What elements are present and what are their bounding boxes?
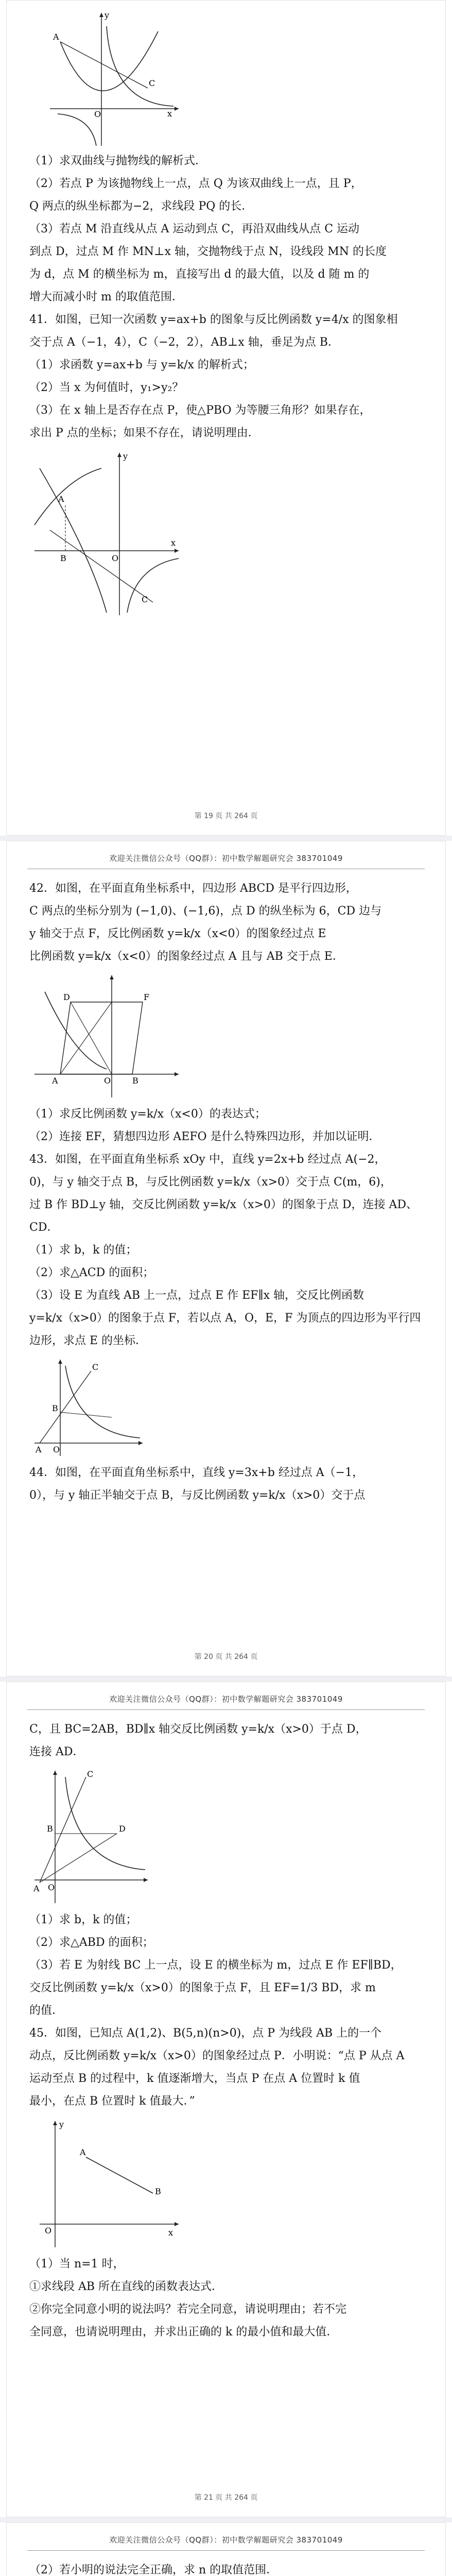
text-line: 的值． bbox=[29, 2004, 64, 2017]
page-header: 欢迎关注微信公众号（QQ群）：初中数学解题研究会 383701049 bbox=[109, 854, 343, 863]
origin-label: O bbox=[53, 1445, 60, 1454]
text-line: 44．如图，在平面直角坐标系中，直线 y=3x+b 经过点 A（−1， bbox=[29, 1466, 364, 1479]
text-line: （3）在 x 轴上是否存在点 P，使△PBO 为等腰三角形？如果存在， bbox=[29, 404, 371, 417]
point-d-label: D bbox=[63, 992, 70, 1002]
doc-page-4 bbox=[6, 2522, 446, 2576]
text-line: Q 两点的纵坐标都为−2，求线段 PQ 的长． bbox=[29, 200, 253, 213]
text-line: （1）求 b，k 的值； bbox=[29, 1244, 137, 1257]
header-divider bbox=[27, 2550, 425, 2551]
parallelogram-figure bbox=[29, 971, 423, 1100]
point-a-label: A bbox=[58, 494, 64, 504]
page-footer: 第 20 页 共 264 页 bbox=[194, 1653, 258, 1661]
segment-ab-figure bbox=[29, 2116, 423, 2250]
text-line: （2）若小明的说法完全正确，求 n 的取值范围． bbox=[29, 2564, 278, 2576]
text-line: （2）当 x 为何值时，y₁>y₂？ bbox=[29, 381, 184, 394]
doc-page-1 bbox=[6, 0, 446, 836]
text-line: y=k/x（x>0）的图象于点 F，若以点 A，O，E，F 为顶点的四边形为平行四 bbox=[29, 1312, 421, 1325]
x-axis-label: x bbox=[171, 538, 176, 548]
triangle-hyperbola-figure bbox=[29, 1355, 423, 1459]
text-line: 运动至点 B 的过程中，k 值逐渐增大，当点 P 在点 A 位置时 k 值 bbox=[29, 2072, 360, 2085]
text-line: C 两点的坐标分别为 (−1,0)、(−1,6)，点 D 的纵坐标为 6，CD 边与 bbox=[29, 905, 382, 918]
line-hyperbola-figure bbox=[29, 1767, 423, 1906]
text-line: （3）若 E 为射线 BC 上一点，设 E 的横坐标为 m，过点 E 作 EF∥BD， bbox=[29, 1959, 402, 1972]
text-line: （1）求反比例函数 y=k/x（x<0）的表达式； bbox=[29, 1108, 266, 1121]
header-divider bbox=[27, 1709, 425, 1710]
text-line: 为 d，点 M 的横坐标为 m，直接写出 d 的最大值，以及 d 随 m 的 bbox=[29, 268, 370, 281]
point-c-label: C bbox=[142, 595, 148, 604]
text-line: 连接 AD． bbox=[29, 1745, 84, 1758]
point-b-label: B bbox=[47, 1824, 53, 1834]
text-line: ②你完全同意小明的说法吗？若完全同意，请说明理由；若不完 bbox=[29, 2303, 347, 2316]
parabola-hyperbola-figure bbox=[29, 11, 184, 150]
point-d-label: D bbox=[119, 1824, 126, 1834]
text-line: （1）求 b，k 的值； bbox=[29, 1913, 137, 1926]
point-b-label: B bbox=[132, 1076, 138, 1086]
text-line: （3）设 E 为直线 AB 上一点，过点 E 作 EF∥x 轴，交反比例函数 bbox=[29, 1289, 364, 1302]
point-c-label: C bbox=[92, 1362, 99, 1372]
text-line: 比例函数 y=k/x（x<0）的图象经过点 A 且与 AB 交于点 E． bbox=[29, 950, 344, 963]
page-header: 欢迎关注微信公众号（QQ群）：初中数学解题研究会 383701049 bbox=[109, 2535, 343, 2545]
origin-label: O bbox=[104, 1076, 111, 1086]
text-line: （3）若点 M 沿直线从点 A 运动到点 C，再沿双曲线从点 C 运动 bbox=[29, 223, 360, 235]
point-f-label: F bbox=[144, 992, 150, 1002]
text-line: 全同意，也请说明理由，并求出正确的 k 的最小值和最大值． bbox=[29, 2326, 338, 2338]
text-line: C，且 BC=2AB，BD∥x 轴交反比例函数 y=k/x（x>0）于点 D， bbox=[29, 1723, 367, 1736]
point-a-label: A bbox=[33, 1884, 40, 1893]
point-c-label: C bbox=[87, 1769, 94, 1779]
text-line: 边形，求点 E 的坐标． bbox=[29, 1334, 147, 1347]
y-axis-label: y bbox=[59, 2120, 64, 2129]
text-line: （2）若点 P 为该抛物线上一点，点 Q 为该双曲线上一点，且 P， bbox=[29, 177, 362, 190]
text-line: （1）求函数 y=ax+b 与 y=k/x 的解析式； bbox=[29, 359, 254, 371]
text-line: y 轴交于点 F，反比例函数 y=k/x（x<0）的图象经过点 E bbox=[29, 927, 326, 940]
page-header: 欢迎关注微信公众号（QQ群）：初中数学解题研究会 383701049 bbox=[109, 1694, 343, 1704]
point-b-label: B bbox=[60, 553, 66, 563]
doc-page-2 bbox=[6, 841, 446, 1676]
point-c-label: C bbox=[149, 78, 155, 88]
text-line: 0)，与 y 轴交于点 B，与反比例函数 y=k/x（x>0）交于点 C(m，6)， bbox=[29, 1176, 392, 1189]
y-axis-label: y bbox=[123, 451, 128, 461]
doc-page-3 bbox=[6, 1682, 446, 2517]
point-a-label: A bbox=[53, 32, 59, 42]
text-line: 动点，反比例函数 y=k/x（x>0）的图象经过点 P．小明说：“点 P 从点 A bbox=[29, 2049, 405, 2062]
text-line: 过 B 作 BD⊥y 轴，交反比例函数 y=k/x（x>0）的图象于点 D，连接 AD、CD． bbox=[29, 1198, 418, 1234]
x-axis-label: x bbox=[167, 109, 172, 118]
x-axis-label: x bbox=[168, 2228, 173, 2238]
point-b-label: B bbox=[52, 1403, 58, 1413]
point-a-label: A bbox=[80, 2147, 86, 2157]
page-footer: 第 21 页 共 264 页 bbox=[194, 2494, 258, 2502]
page-footer: 第 19 页 共 264 页 bbox=[194, 812, 258, 820]
origin-label: O bbox=[45, 2226, 52, 2235]
point-a-label: A bbox=[36, 1445, 42, 1454]
text-line: 到点 D，过点 M 作 MN⊥x 轴，交抛物线于点 N，设线段 MN 的长度 bbox=[29, 245, 387, 258]
origin-label: O bbox=[112, 553, 119, 563]
page-gap bbox=[0, 836, 452, 841]
text-line: 45．如图，已知点 A(1,2)、B(5,n)(n>0)，点 P 为线段 AB 上的一个 bbox=[29, 2027, 382, 2040]
text-line: 交反比例函数 y=k/x（x>0）的图象于点 F，且 EF=1/3 BD，求 m bbox=[29, 1981, 376, 1994]
y-axis-label: y bbox=[105, 11, 110, 20]
origin-label: O bbox=[48, 1883, 55, 1892]
text-line: 求出 P 点的坐标；如果不存在，请说明理由． bbox=[29, 427, 259, 439]
page-gap bbox=[0, 2517, 452, 2522]
text-line: 43．如图，在平面直角坐标系 xOy 中，直线 y=2x+b 经过点 A(−2， bbox=[29, 1153, 386, 1166]
text-line: 42．如图，在平面直角坐标系中，四边形 ABCD 是平行四边形， bbox=[29, 882, 357, 895]
hyperbola-line-figure bbox=[29, 448, 423, 618]
point-a-label: A bbox=[52, 1076, 58, 1086]
text-line: 增大而减小时 m 的取值范围． bbox=[29, 291, 183, 303]
text-line: （1）当 n=1 时， bbox=[29, 2258, 125, 2270]
page-gap bbox=[0, 1676, 452, 1682]
point-b-label: B bbox=[155, 2187, 161, 2196]
text-line: （2）连接 EF，猜想四边形 AEFO 是什么特殊四边形，并加以证明． bbox=[29, 1130, 380, 1143]
text-line: 0），与 y 轴正半轴交于点 B，与反比例函数 y=k/x（x>0）交于点 bbox=[29, 1489, 366, 1502]
text-line: 交于点 A（−1，4），C（−2，2），AB⊥x 轴，垂足为点 B． bbox=[29, 336, 339, 349]
text-line: 41．如图，已知一次函数 y=ax+b 的图象与反比例函数 y=4/x 的图象相 bbox=[29, 313, 398, 326]
origin-label: O bbox=[94, 109, 101, 119]
text-line: （1）求双曲线与抛物线的解析式． bbox=[29, 155, 206, 167]
text-line: ①求线段 AB 所在直线的函数表达式． bbox=[29, 2280, 223, 2293]
text-line: （2）求△ABD 的面积； bbox=[29, 1936, 154, 1949]
text-line: 最小，在点 B 位置时 k 值最大．” bbox=[29, 2095, 195, 2108]
text-line: （2）求△ACD 的面积； bbox=[29, 1266, 154, 1279]
